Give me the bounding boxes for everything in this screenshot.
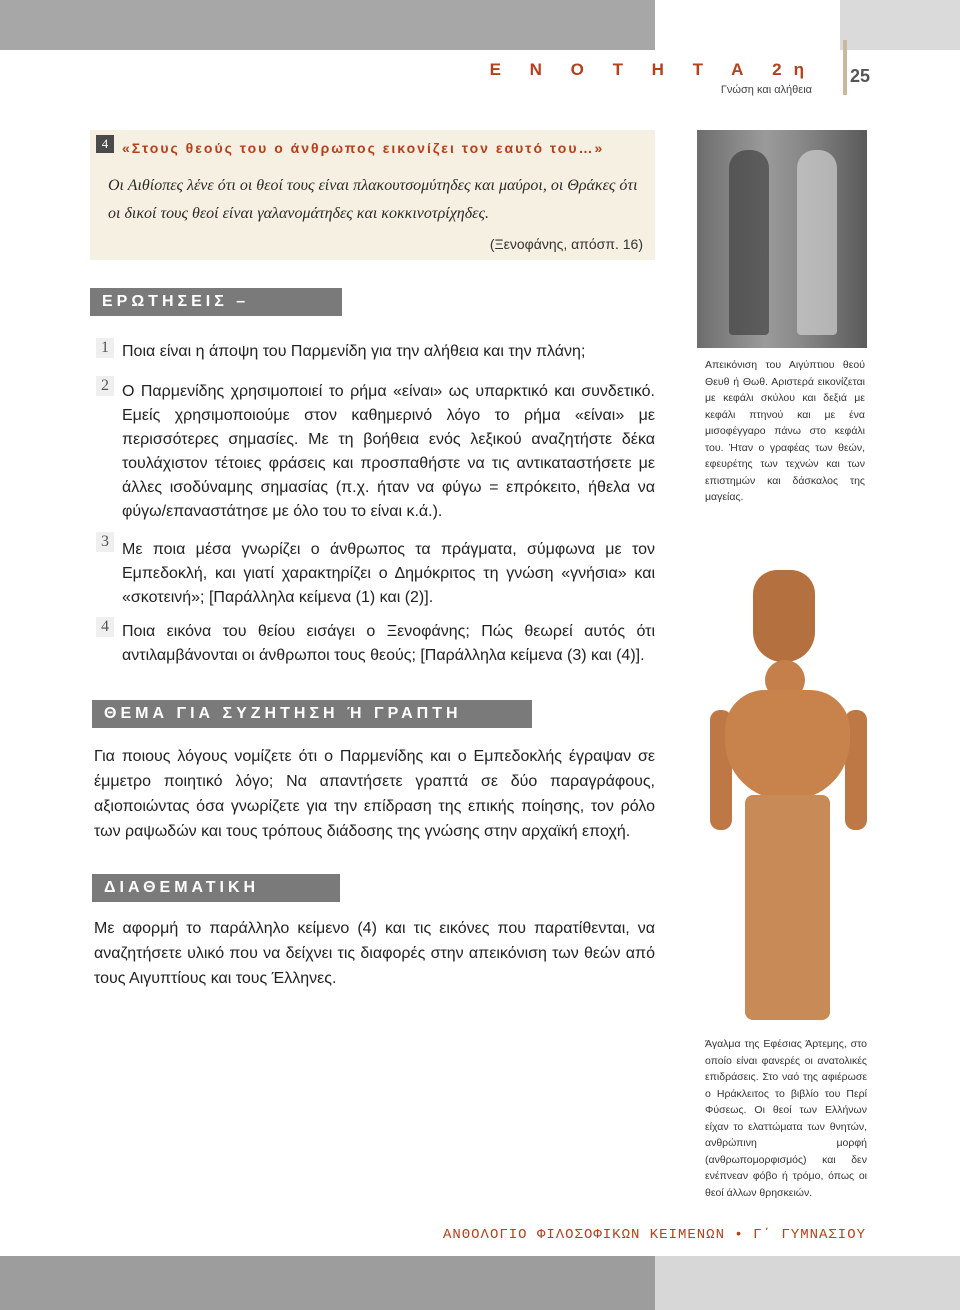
- discussion-text: Για ποιους λόγους νομίζετε ότι ο Παρμενίδης και ο Εμπεδοκλής έγραψαν σε έμμετρο ποιητικό λόγο; Να απαντήσετε γραπτά σε δύο παραγράφους, αξιοποιώντας όσα γνωρίζετε για την επίδραση της επικής ποίησης, τον ρόλο των ραψωδών και τους τρόπους διάδοσης της γνώσης στην αρχαϊκή εποχή.: [94, 748, 655, 840]
- statue-headdress: [753, 570, 815, 662]
- question-text: Ποια εικόνα του θείου εισάγει ο Ξενοφάνης; Πώς θεωρεί αυτός ότι αντιλαμβάνονται οι άνθρωποι τους θεούς; [Παράλληλα κείμενα (3) και (4)].: [122, 623, 655, 664]
- cross-curricular-section-title: ΔΙΑΘΕΜΑΤΙΚΗ ΕΡΓΑΣΙΑ: [92, 874, 340, 902]
- parallel-text-body: Οι Αιθίοπες λένε ότι οι θεοί τους είναι πλακουτσομύτηδες και μαύροι, οι Θράκες ότι οι δικοί τους θεοί είναι γαλανομάτηδες και κοκκινοτρίχηδες.: [108, 177, 638, 222]
- parallel-text-heading: «Στους θεούς του ο άνθρωπος εικονίζει τον εαυτό του…»: [122, 140, 605, 156]
- question-number: 2: [96, 376, 114, 396]
- parallel-text-source: (Ξενοφάνης, απόσπ. 16): [489, 236, 643, 252]
- top-decorative-bar-right: [840, 0, 960, 50]
- page-number: 25: [850, 66, 871, 86]
- egyptian-god-caption: Απεικόνιση του Αιγύπτιου θεού Θευθ ή Θωθ. Αριστερά εικονίζεται με κεφάλι σκύλου και δεξιά με κεφάλι πτηνού και με ένα μισοφέγγαρο πάνω στο κεφάλι του. Ήταν ο γραφέας των θεών, εφευρέτης των τεχνών και των επιστημών και δάσκαλος της μαγείας.: [705, 359, 865, 503]
- artemis-caption: Άγαλμα της Εφέσιας Άρτεμης, στο οποίο είναι φανερές οι ανατολικές επιδράσεις. Στο ναό της αφιέρωσε ο Ηράκλειτος το βιβλίο του Περί Φύσεως. Οι θεοί των Ελλήνων είχαν το ελαττώματα των θνητών, ανθρώπινη μορφή (ανθρωπομορφισμός) και δεν ενέπνεαν φόβο ή τρόμο, όπως οι θεοί άλλων θρησκειών.: [705, 1038, 867, 1199]
- question-text: Ποια είναι η άποψη του Παρμενίδη για την αλήθεια και την πλάνη;: [122, 343, 586, 360]
- book-title-footer: ΑΝΘΟΛΟΓΙΟ ΦΙΛΟΣΟΦΙΚΩΝ ΚΕΙΜΕΝΩΝ • Γ΄ ΓΥΜΝΑΣΙΟΥ: [442, 1227, 866, 1243]
- questions-section-title: ΕΡΩΤΗΣΕΙΣ – ΕΡΓΑΣΙΕΣ: [90, 288, 342, 316]
- parallel-text-number: 4: [96, 135, 114, 153]
- question-number: 3: [96, 532, 114, 552]
- unit-title: Ε Ν Ο Τ Η Τ Α 2η: [489, 60, 816, 79]
- statue-chest: [725, 690, 850, 800]
- question-text: Ο Παρμενίδης χρησιμοποιεί το ρήμα «είναι» ως υπαρκτικό και συνδετικό. Εμείς χρησιμοποιούμε στον καθημερινό λόγο το ρήμα «είναι» με περισσότερες σημασίες. Με τη βοήθεια ενός λεξικού αναζητήστε δέκα τουλάχιστον τέτοιες φράσεις και προσπαθήστε να τις αντικαταστήσετε με άλλες ισοδύναμης σημασίας (π.χ. ήταν να φύγω = επρόκειτο, ήθελα να φύγω/επαναστάτησε με όλο του το είναι κ.ά.).: [122, 383, 655, 520]
- top-decorative-bar: [0, 0, 655, 50]
- egyptian-god-image: [697, 130, 867, 348]
- discussion-section-title: ΘΕΜΑ ΓΙΑ ΣΥΖΗΤΗΣΗ Ή ΓΡΑΠΤΗ ΕΡΓΑΣΙΑ: [92, 700, 532, 728]
- bird-headed-figure: [797, 150, 837, 335]
- unit-subtitle: Γνώση και αλήθεια: [720, 84, 812, 96]
- page-edge-divider: [843, 40, 847, 95]
- question-number: 4: [96, 617, 114, 637]
- question-text: Με ποια μέσα γνωρίζει ο άνθρωπος τα πράγματα, σύμφωνα με τον Εμπεδοκλή, και γιατί χαρακτηρίζει ο Δημόκριτος τη γνώση «γνήσια» και «σκοτεινή»; [Παράλληλα κείμενα (1) και (2)].: [122, 541, 655, 606]
- bottom-decorative-bar-dark: [0, 1256, 655, 1310]
- cross-curricular-text: Με αφορμή το παράλληλο κείμενο (4) και τις εικόνες που παρατίθενται, να αναζητήσετε υλικό που να δείχνει τις διαφορές στην απεικόνιση των θεών από τους Αιγυπτίους και τους Έλληνες.: [94, 920, 655, 987]
- statue-body: [745, 795, 830, 1020]
- question-number: 1: [96, 338, 114, 358]
- artemis-statue-image: [705, 560, 870, 1025]
- jackal-headed-figure: [729, 150, 769, 335]
